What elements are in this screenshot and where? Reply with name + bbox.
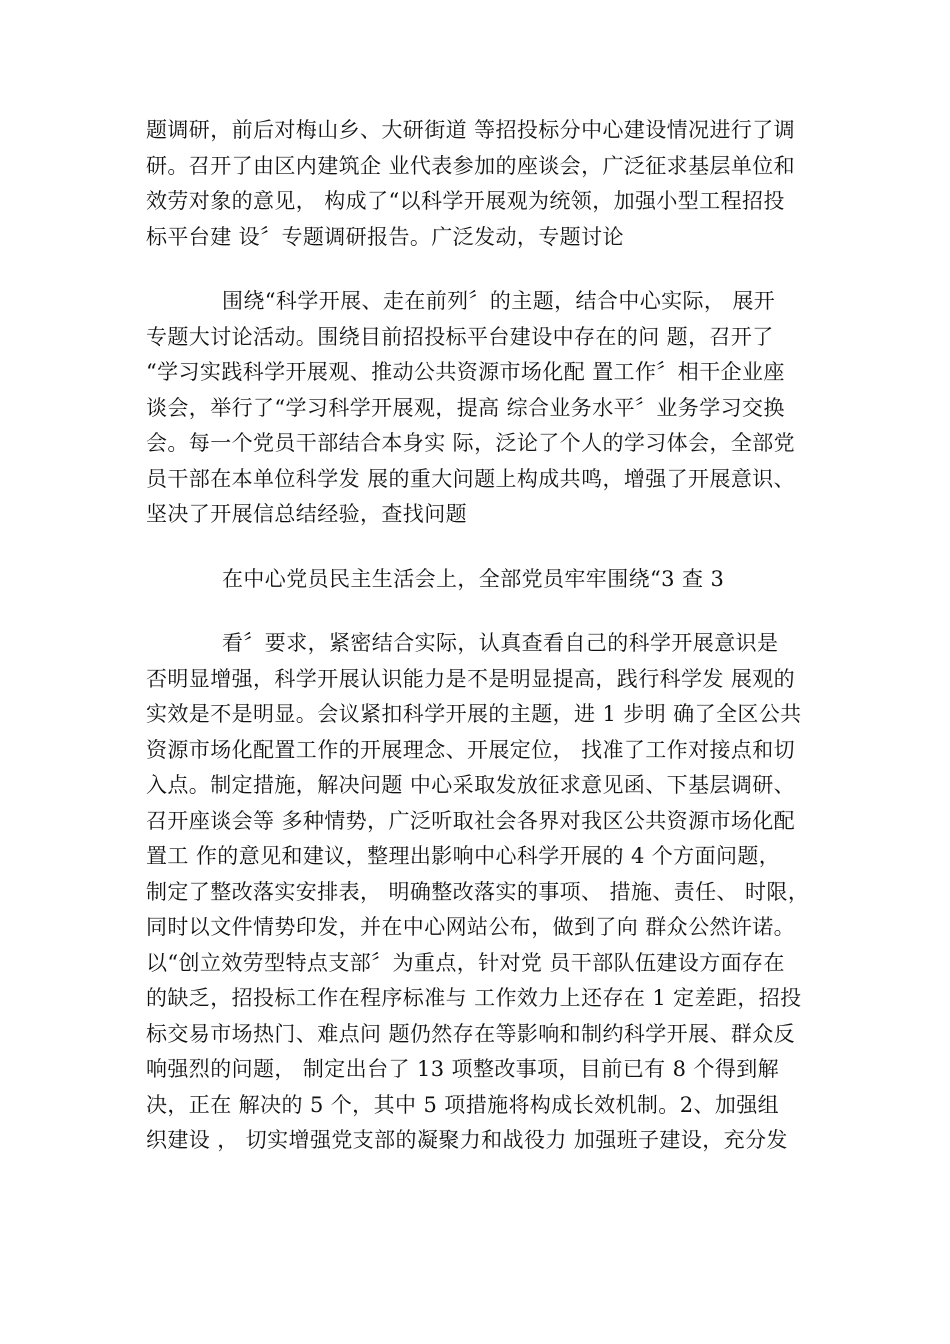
text-line: 坚决了开展信总结经验，查找问题 xyxy=(146,502,467,526)
paragraph-first-line: 围绕“科学开展、走在前列〞的主题，结合中心实际， 展开 xyxy=(222,289,776,313)
paragraph-first-line: 看〞要求，紧密结合实际，认真查看自己的科学开展意识是 xyxy=(222,631,779,655)
text-line: 置工 作的意见和建议，整理出影响中心科学开展的 4 个方面问题， xyxy=(146,844,781,868)
text-line: 标平台建 设〞专题调研报告。广泛发动，专题讨论 xyxy=(146,225,624,249)
text-line: 资源市场化配置工作的开展理念、开展定位， 找准了工作对接点和切 xyxy=(146,738,796,762)
text-line: 会。每一个党员干部结合本身实 际，泛论了个人的学习体会，全部党 xyxy=(146,431,796,455)
text-line: 同时以文件情势印发，并在中心网站公布，做到了向 群众公然许诺。 xyxy=(146,915,796,939)
text-line: 效劳对象的意见， 构成了“以科学开展观为统领，加强小型工程招投 xyxy=(146,189,785,213)
paragraph-first-line: 在中心党员民主生活会上，全部党员牢牢围绕“3 查 3 xyxy=(222,567,725,591)
text-line: “学习实践科学开展观、推动公共资源市场化配 置工作〞相干企业座 xyxy=(146,360,785,384)
text-line: 的缺乏，招投标工作在程序标准与 工作效力上还存在 1 定差距，招投 xyxy=(146,986,802,1010)
text-line: 标交易市场热门、难点问 题仍然存在等影响和制约科学开展、群众反 xyxy=(146,1022,796,1046)
text-line: 响强烈的问题， 制定出台了 13 项整改事项，目前已有 8 个得到解 xyxy=(146,1057,780,1081)
text-line: 谈会，举行了“学习科学开展观，提高 综合业务水平〞业务学习交换 xyxy=(146,396,785,420)
text-line: 入点。制定措施，解决问题 中心采取发放征求意见函、下基层调研、 xyxy=(146,773,796,797)
text-line: 决，正在 解决的 5 个，其中 5 项措施将构成长效机制。2、加强组 xyxy=(146,1093,780,1117)
text-line: 研。召开了由区内建筑企 业代表参加的座谈会，广泛征求基层单位和 xyxy=(146,154,796,178)
text-line: 织建设 ， 切实增强党支部的凝聚力和战役力 加强班子建设，充分发 xyxy=(146,1128,788,1152)
text-line: 否明显增强，科学开展认识能力是不是明显提高，践行科学发 展观的 xyxy=(146,667,796,691)
text-line: 实效是不是明显。会议紧扣科学开展的主题，进 1 步明 确了全区公共 xyxy=(146,702,802,726)
text-line: 题调研，前后对梅山乡、大研街道 等招投标分中心建设情况进行了调 xyxy=(146,118,796,142)
text-line: 制定了整改落实安排表， 明确整改落实的事项、 措施、责任、 时限， xyxy=(146,880,810,904)
text-line: 召开座谈会等 多种情势，广泛听取社会各界对我区公共资源市场化配 xyxy=(146,809,796,833)
text-line: 以“创立效劳型特点支部〞为重点，针对党 员干部队伍建设方面存在 xyxy=(146,951,785,975)
text-line: 专题大讨论活动。围绕目前招投标平台建设中存在的问 题，召开了 xyxy=(146,325,774,349)
text-line: 员干部在本单位科学发 展的重大问题上构成共鸣，增强了开展意识、 xyxy=(146,467,796,491)
